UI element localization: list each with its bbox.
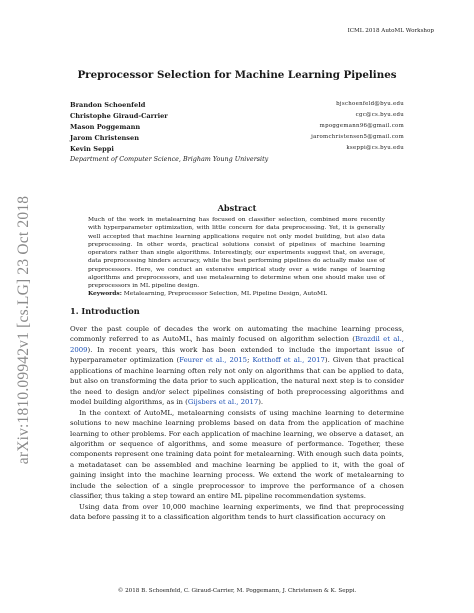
author-name: Kevin Seppi [70,144,114,153]
workshop-header: ICML 2018 AutoML Workshop [347,28,434,34]
author-email: kseppi@cs.byu.edu [346,144,404,151]
paper-title: Preprocessor Selection for Machine Learning Pipelines [77,69,397,81]
text-run: Over the past couple of decades the work on automating the machine learning process, commonly referred to as AutoML, has mainly focused on algorithm selection ( [70,325,404,344]
author-name: Brandon Schoenfeld [70,101,146,109]
citation-link[interactable]: Kotthoff et al., 2017 [252,356,325,365]
author-block [70,101,404,163]
author-row [70,134,404,145]
text-run: ). Given that practical applications of machine learning often rely not only on algorithms that can be applied to data, but also on transforming the data prior to such application, the natural next step is to consider the need to design and/or select pipelines consisting of both preprocessing algorithms and model building algorithms, as in ( [70,356,404,407]
abstract-body [88,216,385,299]
author-row [70,112,404,123]
paragraph: In the context of AutoML, metalearning consists of using machine learning to determine solutions to new machine learning problems based on data from the application of machine learning to other problems. For each application of machine learning, we observe a dataset, an algorithm or sequence of algorithms, and some measure of performance. Together, these components represent one training data point for metalearning. With enough such data points, a metadataset can be assembled and machine learning be applied to it, with the goal of gaining insight into the machine learning process. We extend the work of metalearning to include the selection of a single preprocessor to improve the performance of a chosen classifier, thus taking a step toward an entire ML pipeline recommendation systems. [70,408,404,501]
copyright-footer: © 2018 B. Schoenfeld, C. Giraud-Carrier, M. Poggemann, J. Christensen & K. Seppi. [117,588,357,594]
author-name: Jarom Christensen [70,133,140,142]
arxiv-stamp-text: arXiv:1810.09942v1 [cs.LG] 23 Oct 2018 [15,195,32,465]
author-email: mpoggemann96@gmail.com [319,122,404,129]
section-heading: 1. Introduction [70,306,140,316]
keywords-label: Keywords: [88,290,122,298]
abstract-heading: Abstract [217,203,257,213]
paragraph: Using data from over 10,000 machine learning experiments, we find that preprocessing data before passing it to a classification algorithm tends to hurt classification accuracy on [70,502,404,522]
paragraph [70,324,404,408]
citation-link[interactable]: Brazdil et al., 2009 [70,335,404,354]
author-email: bjschoenfeld@byu.edu [336,101,404,107]
text-run: ). [258,398,264,407]
author-name: Mason Poggemann [70,122,141,131]
author-row [70,145,404,156]
keywords-list: Metalearning, Preprocessor Selection, ML Pipeline Design, AutoML [121,291,327,298]
abstract-text: Much of the work in metalearning has focused on classifier selection, combined more recently with hyperparameter optimization, with little concern for data preprocessing. Yet, it is generally well accepted that machine learning applications require not only model building, but also data preprocessing. In other words, practical solutions consist of pipelines of machine learning operators rather than single algorithms. Interestingly, our experiments suggest that, on average, data preprocessing hinders accuracy, while the best performing pipelines do actually make use of preprocessors. Here, we conduct an extensive empirical study over a wide range of learning algorithms and preprocessors, and use metalearning to determine when one should make use of preprocessors in ML pipeline design. [88,217,385,289]
text-run: ). In recent years, this work has been extended to include the important issue of hyperparameter optimization ( [70,345,404,365]
author-email: jaromchristensen5@gmail.com [311,133,404,140]
citation-link[interactable]: Feurer et al., 2015 [179,356,248,365]
affiliation: Department of Computer Science, Brigham Young University [70,155,269,164]
author-row [70,101,404,112]
section-body [70,324,404,523]
citation-link[interactable]: Gijsbers et al., 2017 [187,398,259,407]
author-name: Christophe Giraud-Carrier [70,111,168,120]
author-email: cgc@cs.byu.edu [355,111,404,118]
text-run: ; [247,356,253,365]
author-row [70,123,404,134]
arxiv-stamp [4,160,44,500]
